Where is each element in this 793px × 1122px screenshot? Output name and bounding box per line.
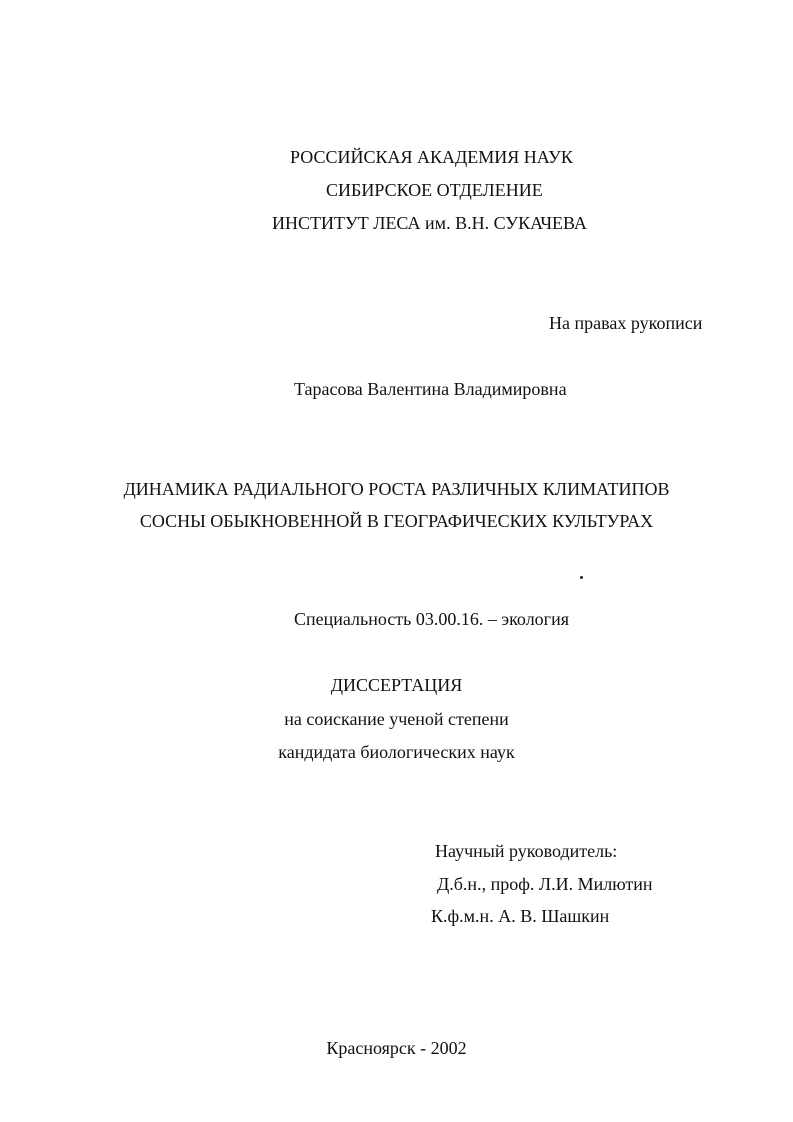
academy-name: РОССИЙСКАЯ АКАДЕМИЯ НАУК (290, 147, 573, 167)
scan-speck (580, 576, 583, 579)
supervisor-label: Научный руководитель: (435, 841, 618, 861)
dissertation-title-line-1: ДИНАМИКА РАДИАЛЬНОГО РОСТА РАЗЛИЧНЫХ КЛИМАТИПОВ (123, 479, 670, 499)
dissertation-heading: ДИССЕРТАЦИЯ (330, 675, 463, 695)
branch-name: СИБИРСКОЕ ОТДЕЛЕНИЕ (326, 180, 543, 200)
author-name: Тарасова Валентина Владимировна (294, 379, 567, 399)
degree-line-1: на соискание ученой степени (284, 709, 509, 729)
specialty: Специальность 03.00.16. – экология (294, 609, 569, 629)
degree-line-2: кандидата биологических наук (278, 742, 515, 762)
institute-name: ИНСТИТУТ ЛЕСА им. В.Н. СУКАЧЕВА (272, 213, 587, 233)
supervisor-second: К.ф.м.н. А. В. Шашкин (431, 906, 610, 926)
dissertation-title-line-2: СОСНЫ ОБЫКНОВЕННОЙ В ГЕОГРАФИЧЕСКИХ КУЛЬТУРАХ (139, 511, 654, 531)
supervisor-first: Д.б.н., проф. Л.И. Милютин (437, 874, 653, 894)
city-year: Красноярск - 2002 (326, 1038, 467, 1058)
manuscript-note: На правах рукописи (549, 313, 703, 333)
